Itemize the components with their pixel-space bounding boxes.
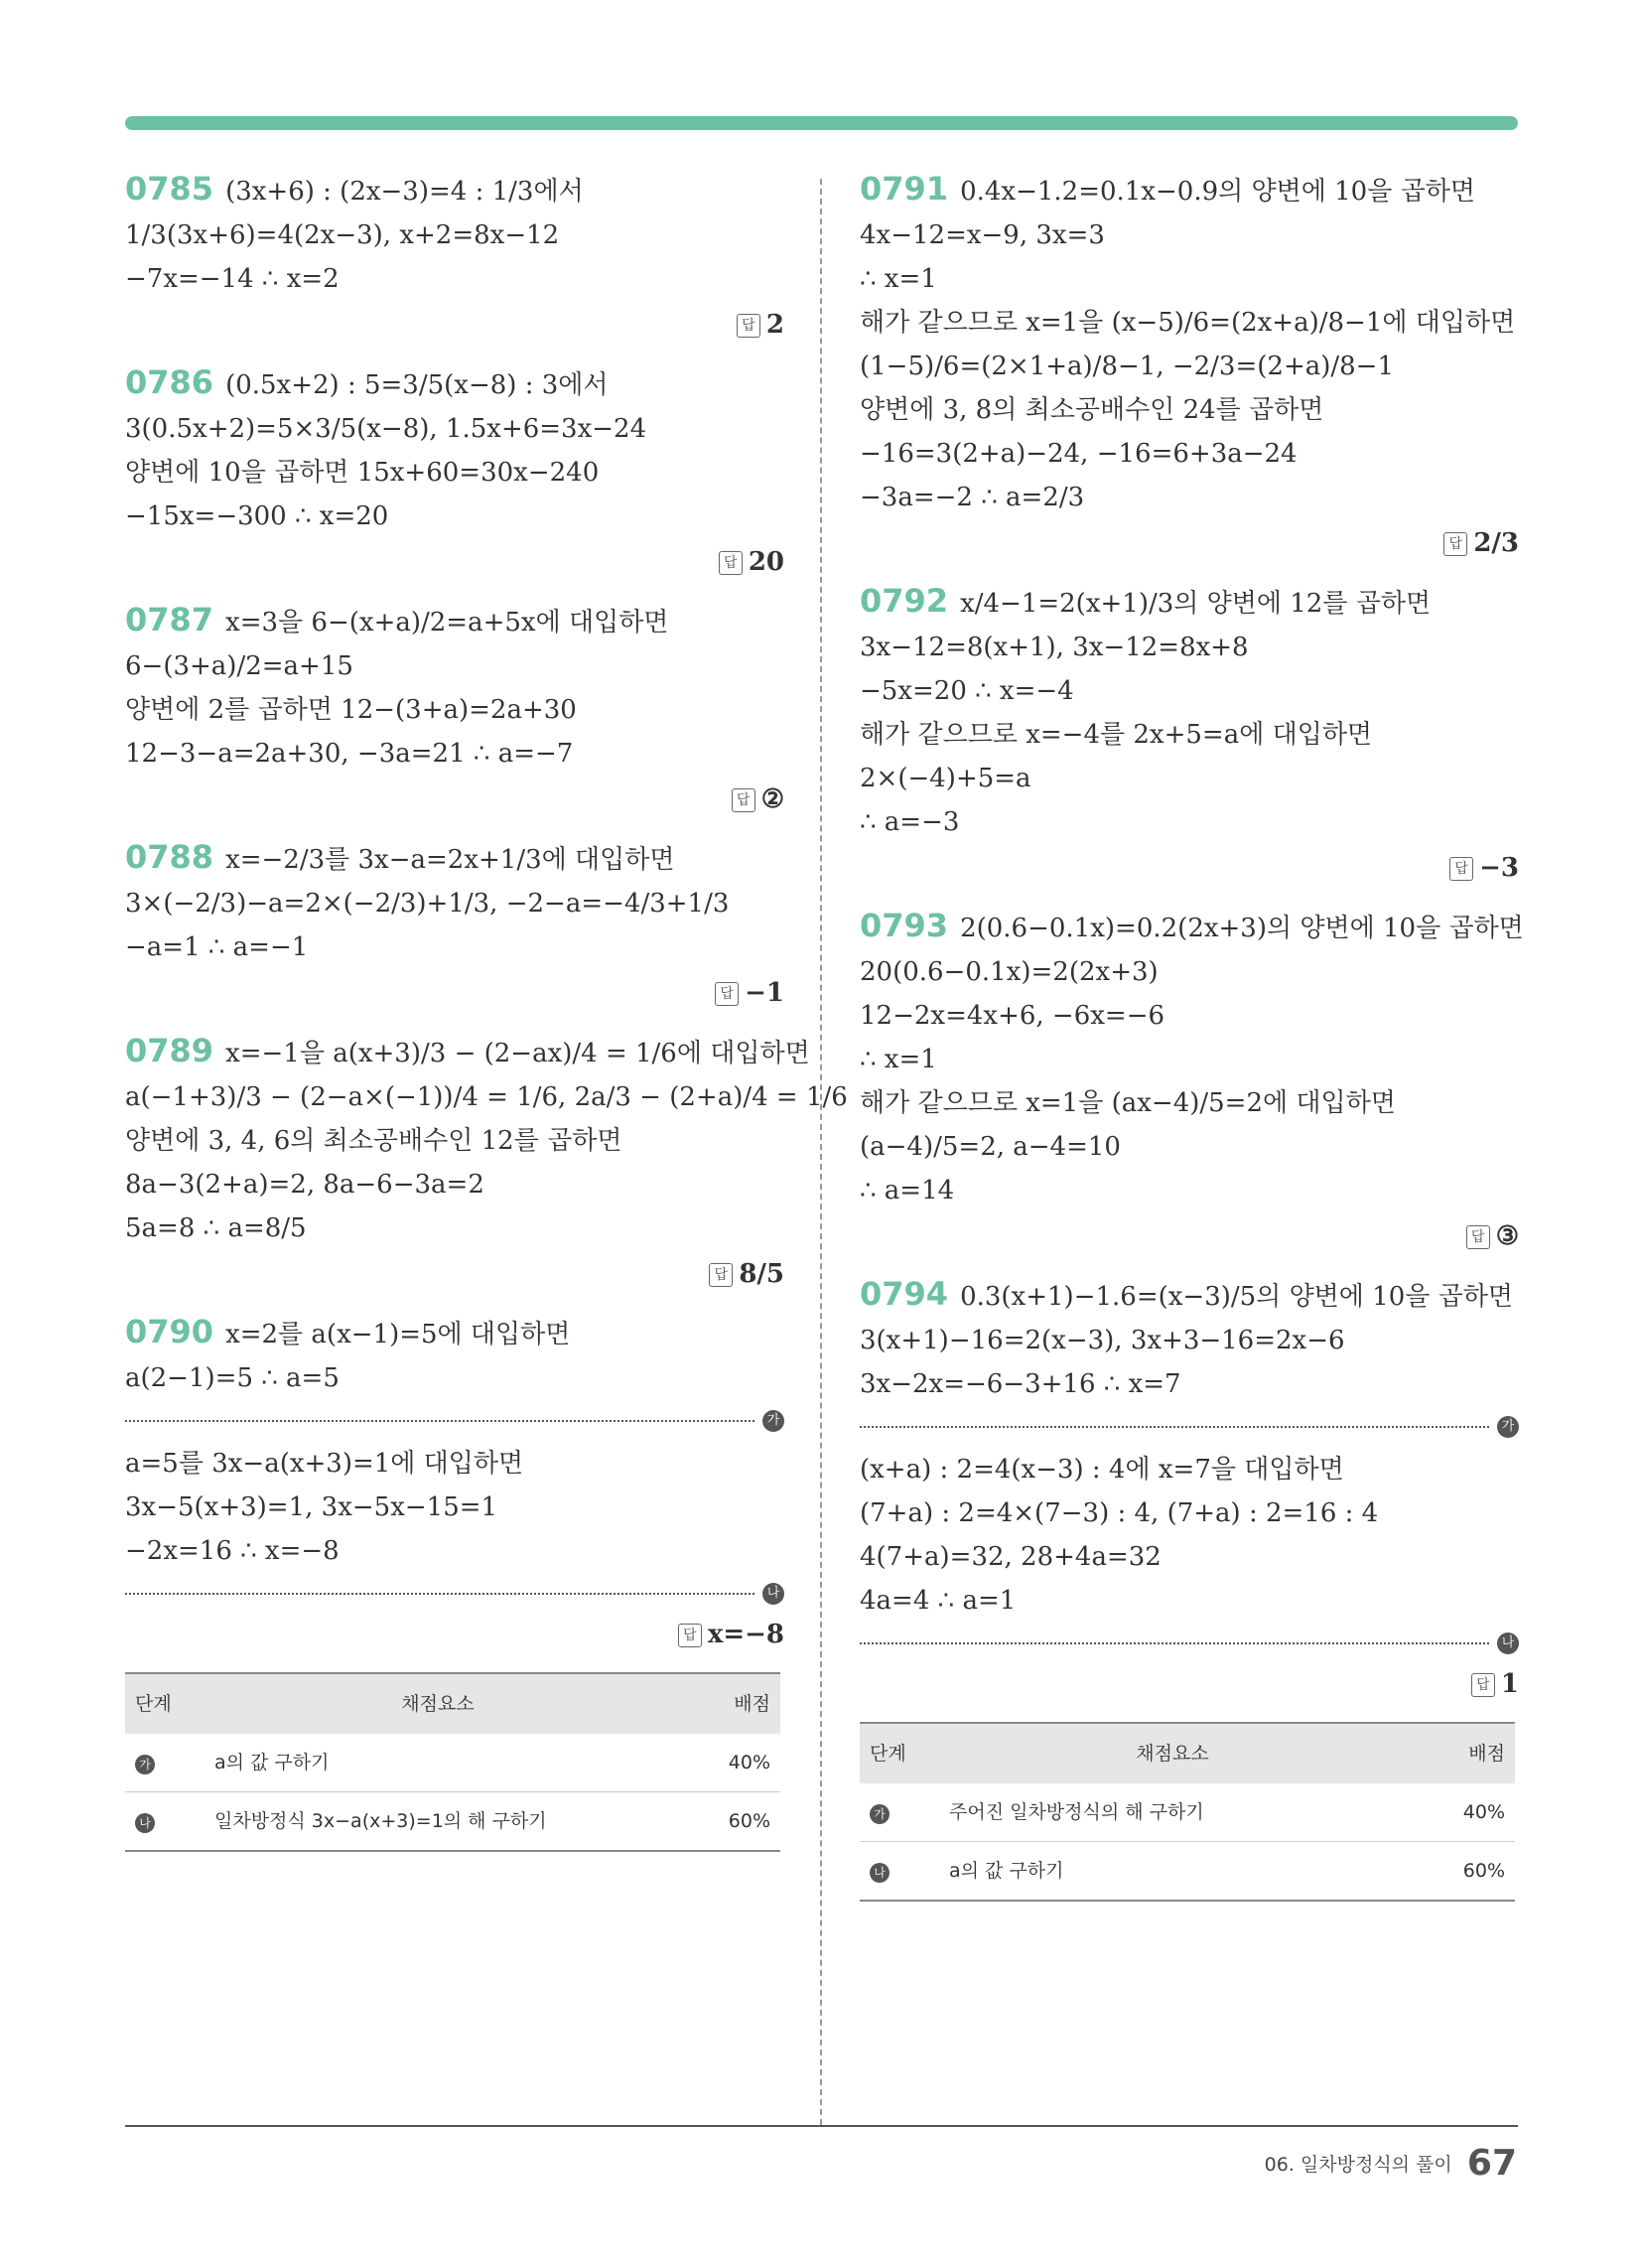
solution-text: 양변에 3, 8의 최소공배수인 24를 곱하면 (860, 395, 1324, 425)
answer (125, 305, 784, 345)
solution-line (860, 904, 1524, 950)
solution-line (860, 1081, 1519, 1125)
answer-value: x=−8 (707, 1620, 784, 1649)
solution-line (125, 644, 784, 688)
solution-line (125, 407, 784, 451)
solution-line (860, 669, 1519, 713)
step-cell (125, 1792, 205, 1852)
solution-line (860, 713, 1519, 757)
solution-line (860, 1491, 1519, 1535)
answer (125, 1615, 784, 1654)
solution-text: 해가 같으므로 x=1을 (x−5)/6=(2x+a)/8−1에 대입하면 (860, 308, 1516, 338)
solution-line (860, 301, 1519, 345)
header-criteria: 채점요소 (205, 1673, 671, 1734)
solution-line (860, 757, 1519, 800)
answer-mark: 답 (678, 1624, 702, 1647)
chapter-title: 06. 일차방정식의 풀이 (1264, 2154, 1452, 2176)
solution-text: 6−(3+a)/2=a+15 (125, 651, 353, 681)
solution-line (125, 495, 784, 538)
solution-text: −5x=20 ∴ x=−4 (860, 676, 1074, 706)
solution-line (125, 732, 784, 776)
answer-value: 20 (748, 547, 784, 577)
solution-text: a=5를 3x−a(x+3)=1에 대입하면 (125, 1449, 524, 1479)
answer-value: 2 (765, 310, 784, 340)
left-column (125, 167, 848, 1868)
solution-line (860, 432, 1519, 476)
solution-text: 양변에 10을 곱하면 15x+60=30x−240 (125, 458, 600, 488)
criteria-cell: a의 값 구하기 (205, 1734, 671, 1792)
solution-line (125, 1029, 810, 1075)
solution-text: 8a−3(2+a)=2, 8a−6−3a=2 (125, 1170, 484, 1200)
solution-text: 3(x+1)−16=2(x−3), 3x+3−16=2x−6 (860, 1326, 1345, 1355)
solution-text: −2x=16 ∴ x=−8 (125, 1536, 340, 1566)
solution-text: x=−2/3를 3x−a=2x+1/3에 대입하면 (225, 845, 675, 875)
answer (125, 542, 784, 582)
answer (125, 1254, 784, 1294)
footer (1265, 2143, 1517, 2184)
problem-0789 (125, 1029, 848, 1294)
solution-text: x=3을 6−(x+a)/2=a+5x에 대입하면 (225, 608, 669, 638)
solution-text: (3x+6) : (2x−3)=4 : 1/3에서 (225, 177, 584, 207)
problem-0787 (125, 598, 784, 819)
step-separator (125, 1413, 780, 1428)
solution-text: −a=1 ∴ a=−1 (125, 932, 309, 962)
problem-0786 (125, 360, 784, 582)
header-step: 단계 (125, 1673, 205, 1734)
problem-number: 0790 (125, 1313, 214, 1350)
solution-line (860, 800, 1519, 844)
problem-0792 (860, 579, 1519, 888)
solution-line (125, 360, 784, 407)
solution-text: 4(7+a)=32, 28+4a=32 (860, 1542, 1162, 1572)
solution-line (125, 1529, 784, 1573)
score-cell: 60% (671, 1792, 780, 1852)
solution-line (860, 167, 1519, 213)
solution-text: 4x−12=x−9, 3x=3 (860, 220, 1105, 250)
solution-line (125, 882, 784, 925)
problem-0790 (125, 1310, 784, 1852)
table-row (125, 1792, 780, 1852)
problem-0788 (125, 835, 784, 1013)
problem-0785 (125, 167, 784, 345)
solution-text: 5a=8 ∴ a=8/5 (125, 1213, 307, 1243)
solution-text: ∴ a=14 (860, 1176, 955, 1205)
solution-text: 2(0.6−0.1x)=0.2(2x+3)의 양변에 10을 곱하면 (960, 914, 1524, 943)
solution-text: (1−5)/6=(2×1+a)/8−1, −2/3=(2+a)/8−1 (860, 352, 1395, 381)
solution-text: 양변에 3, 4, 6의 최소공배수인 12를 곱하면 (125, 1126, 622, 1156)
solution-text: 양변에 2를 곱하면 12−(3+a)=2a+30 (125, 695, 577, 725)
scoring-table (860, 1722, 1515, 1902)
criteria-cell: a의 값 구하기 (939, 1842, 1406, 1902)
solution-text: x=2를 a(x−1)=5에 대입하면 (225, 1320, 571, 1349)
solution-text: 3x−12=8(x+1), 3x−12=8x+8 (860, 633, 1249, 662)
header-step: 단계 (860, 1723, 939, 1783)
problem-number: 0785 (125, 170, 214, 208)
solution-line (125, 1486, 784, 1529)
problem-number: 0788 (125, 838, 214, 876)
solution-text: (x+a) : 2=4(x−3) : 4에 x=7을 대입하면 (860, 1455, 1344, 1485)
solution-line (125, 688, 784, 732)
solution-text: (a−4)/5=2, a−4=10 (860, 1132, 1121, 1162)
answer-mark: 답 (719, 551, 743, 575)
solution-line (125, 925, 784, 969)
problem-0794 (860, 1272, 1519, 1902)
problem-number: 0794 (860, 1275, 949, 1313)
solution-line (125, 1163, 784, 1206)
criteria-cell: 일차방정식 3x−a(x+3)=1의 해 구하기 (205, 1792, 671, 1852)
answer-mark: 답 (1466, 1225, 1490, 1249)
solution-text: a(2−1)=5 ∴ a=5 (125, 1363, 340, 1393)
answer-mark: 답 (715, 982, 739, 1006)
answer-mark: 답 (709, 1263, 733, 1287)
answer (860, 1216, 1519, 1256)
answer-mark: 답 (1443, 532, 1467, 556)
solution-text: a(−1+3)/3 − (2−a×(−1))/4 = 1/6, 2a/3 − (2+a)/4 = 1/6 (125, 1082, 848, 1112)
solution-text: 3×(−2/3)−a=2×(−2/3)+1/3, −2−a=−4/3+1/3 (125, 889, 730, 919)
solution-text: x/4−1=2(x+1)/3의 양변에 12를 곱하면 (960, 589, 1432, 619)
step-badge: 나 (1497, 1632, 1519, 1654)
top-accent-bar (125, 116, 1518, 130)
solution-text: −16=3(2+a)−24, −16=6+3a−24 (860, 439, 1298, 469)
solution-text: ∴ x=1 (860, 1045, 937, 1074)
solution-line (860, 1038, 1519, 1081)
step-separator (860, 1635, 1515, 1650)
answer-value: 8/5 (739, 1259, 784, 1289)
solution-text: 20(0.6−0.1x)=2(2x+3) (860, 957, 1159, 987)
step-badge: 가 (135, 1755, 155, 1774)
answer-value: 2/3 (1473, 528, 1519, 558)
answer-value: −1 (745, 978, 784, 1008)
criteria-cell: 주어진 일차방정식의 해 구하기 (939, 1783, 1406, 1842)
solution-line (860, 994, 1519, 1038)
solution-text: 12−2x=4x+6, −6x=−6 (860, 1001, 1165, 1031)
step-badge: 가 (870, 1804, 889, 1824)
solution-line (860, 345, 1519, 388)
solution-line (125, 1119, 784, 1163)
page-number: 67 (1466, 2143, 1517, 2184)
answer (860, 1664, 1519, 1704)
answer (125, 973, 784, 1013)
solution-text: 해가 같으므로 x=1을 (ax−4)/5=2에 대입하면 (860, 1088, 1396, 1118)
column-divider (820, 179, 822, 2125)
header-score: 배점 (671, 1673, 780, 1734)
score-cell: 60% (1406, 1842, 1515, 1902)
solution-line (125, 213, 784, 257)
problem-0791 (860, 167, 1519, 563)
solution-line (125, 1442, 784, 1486)
solution-line (125, 451, 784, 495)
score-cell: 40% (1406, 1783, 1515, 1842)
table-row (860, 1842, 1515, 1902)
answer-value: 1 (1500, 1669, 1519, 1699)
solution-line (125, 835, 784, 882)
solution-line (860, 476, 1519, 519)
solution-line (860, 1535, 1519, 1579)
answer-value: −3 (1479, 853, 1519, 883)
solution-line (860, 1169, 1519, 1212)
table-header-row (860, 1723, 1515, 1783)
problem-number: 0792 (860, 582, 949, 620)
step-badge: 가 (1497, 1416, 1519, 1438)
solution-line (860, 388, 1519, 432)
problem-number: 0789 (125, 1032, 214, 1069)
solution-line (860, 1448, 1519, 1491)
step-cell (125, 1734, 205, 1792)
problem-number: 0791 (860, 170, 949, 208)
solution-line (860, 950, 1519, 994)
answer (860, 523, 1519, 563)
problem-number: 0787 (125, 601, 214, 638)
solution-line (125, 1310, 784, 1356)
solution-line (125, 1075, 848, 1119)
solution-text: −3a=−2 ∴ a=2/3 (860, 483, 1085, 512)
solution-text: 12−3−a=2a+30, −3a=21 ∴ a=−7 (125, 739, 574, 769)
footer-rule (125, 2125, 1518, 2127)
solution-text: ∴ x=1 (860, 264, 937, 294)
header-score: 배점 (1406, 1723, 1515, 1783)
header-criteria: 채점요소 (939, 1723, 1406, 1783)
answer-value: ③ (1495, 1221, 1519, 1251)
scoring-table (125, 1672, 780, 1852)
solution-text: ∴ a=−3 (860, 807, 960, 837)
solution-line (860, 1125, 1519, 1169)
right-column (860, 167, 1524, 1917)
score-cell: 40% (671, 1734, 780, 1792)
table-header-row (125, 1673, 780, 1734)
problem-number: 0786 (125, 363, 214, 401)
step-badge: 나 (135, 1813, 155, 1833)
step-badge: 가 (762, 1410, 784, 1432)
solution-text: 해가 같으므로 x=−4를 2x+5=a에 대입하면 (860, 720, 1373, 750)
step-separator (860, 1419, 1515, 1434)
step-badge: 나 (870, 1863, 889, 1883)
solution-line (125, 1356, 784, 1400)
step-cell (860, 1783, 939, 1842)
answer-mark: 답 (1449, 857, 1473, 881)
solution-text: 1/3(3x+6)=4(2x−3), x+2=8x−12 (125, 220, 560, 250)
solution-text: 0.3(x+1)−1.6=(x−3)/5의 양변에 10을 곱하면 (960, 1282, 1513, 1312)
step-cell (860, 1842, 939, 1902)
table-row (860, 1783, 1515, 1842)
answer-mark: 답 (732, 788, 755, 812)
solution-text: 3x−5(x+3)=1, 3x−5x−15=1 (125, 1492, 498, 1522)
solution-line (860, 1319, 1519, 1362)
problem-number: 0793 (860, 907, 949, 944)
answer-mark: 답 (1471, 1673, 1495, 1697)
solution-line (860, 626, 1519, 669)
solution-text: 3x−2x=−6−3+16 ∴ x=7 (860, 1369, 1181, 1399)
solution-text: (0.5x+2) : 5=3/5(x−8) : 3에서 (225, 370, 609, 400)
solution-line (860, 1272, 1519, 1319)
step-separator (125, 1586, 780, 1601)
solution-line (860, 1362, 1519, 1406)
solution-text: x=−1을 a(x+3)/3 − (2−ax)/4 = 1/6에 대입하면 (225, 1039, 810, 1068)
solution-line (860, 1579, 1519, 1623)
step-badge: 나 (762, 1583, 784, 1605)
solution-line (860, 257, 1519, 301)
solution-text: 3(0.5x+2)=5×3/5(x−8), 1.5x+6=3x−24 (125, 414, 647, 444)
answer-mark: 답 (737, 314, 760, 338)
solution-line (125, 1206, 784, 1250)
solution-text: 0.4x−1.2=0.1x−0.9의 양변에 10을 곱하면 (960, 177, 1475, 207)
answer (860, 848, 1519, 888)
solution-line (860, 213, 1519, 257)
table-row (125, 1734, 780, 1792)
solution-line (125, 167, 784, 213)
solution-line (125, 598, 784, 644)
answer-value: ② (760, 784, 784, 814)
solution-line (125, 257, 784, 301)
solution-text: 2×(−4)+5=a (860, 764, 1031, 793)
solution-text: 4a=4 ∴ a=1 (860, 1586, 1017, 1616)
solution-line (860, 579, 1519, 626)
solution-text: −15x=−300 ∴ x=20 (125, 501, 389, 531)
answer (125, 780, 784, 819)
problem-0793 (860, 904, 1524, 1256)
solution-text: −7x=−14 ∴ x=2 (125, 264, 340, 294)
solution-text: (7+a) : 2=4×(7−3) : 4, (7+a) : 2=16 : 4 (860, 1498, 1379, 1528)
